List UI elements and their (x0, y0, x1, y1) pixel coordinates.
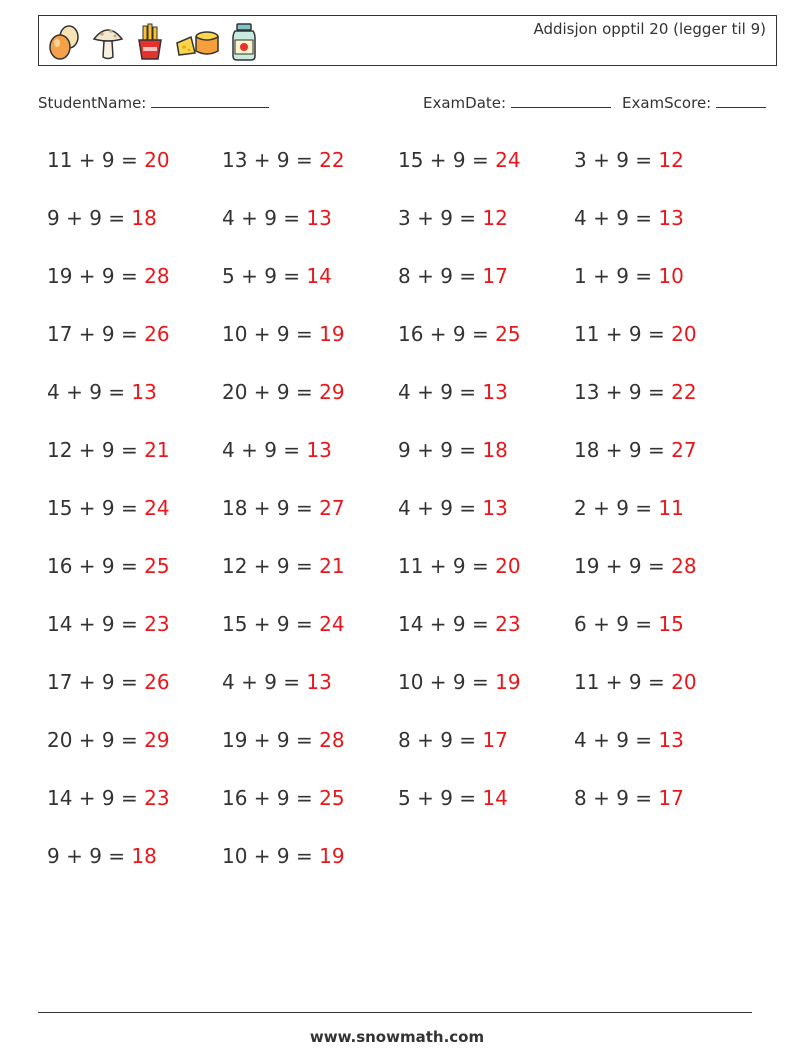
problem-item (222, 489, 345, 527)
problem-item (222, 257, 332, 295)
problem-item (47, 199, 157, 237)
problem-answer: 27 (671, 438, 697, 462)
problem-item (398, 663, 521, 701)
problem-item (222, 779, 345, 817)
problem-question: 11 + 9 = (47, 148, 145, 172)
problem-item (574, 315, 697, 353)
problem-answer: 13 (482, 496, 508, 520)
problem-item (222, 547, 345, 585)
problem-question: 4 + 9 = (574, 728, 659, 752)
problem-question: 13 + 9 = (222, 148, 320, 172)
problem-question: 16 + 9 = (398, 322, 496, 346)
problem-item (398, 257, 508, 295)
problem-answer: 24 (144, 496, 170, 520)
footer-url: www.snowmath.com (309, 1028, 485, 1046)
problem-question: 14 + 9 = (47, 786, 145, 810)
problem-answer: 25 (144, 554, 170, 578)
exam-date-line (511, 93, 611, 108)
problem-answer: 22 (319, 148, 345, 172)
problem-item (222, 721, 345, 759)
problem-item (47, 431, 170, 469)
problem-answer: 20 (671, 322, 697, 346)
problem-item (398, 141, 521, 179)
problem-answer: 26 (144, 670, 170, 694)
footer-divider (38, 1012, 752, 1013)
problem-question: 8 + 9 = (574, 786, 659, 810)
problem-question: 4 + 9 = (47, 380, 132, 404)
jam-jar-icon (229, 22, 259, 62)
problem-answer: 17 (482, 264, 508, 288)
problem-item (574, 141, 684, 179)
problem-item (398, 489, 508, 527)
problem-question: 18 + 9 = (222, 496, 320, 520)
problem-question: 10 + 9 = (222, 844, 320, 868)
exam-date-field (423, 93, 611, 112)
problem-item (398, 431, 508, 469)
problem-answer: 24 (319, 612, 345, 636)
problem-item (222, 605, 345, 643)
fries-icon (133, 23, 167, 61)
problem-question: 11 + 9 = (398, 554, 496, 578)
problem-answer: 10 (658, 264, 684, 288)
problem-item (222, 431, 332, 469)
problem-item (47, 663, 170, 701)
problem-answer: 19 (319, 844, 345, 868)
problem-item (398, 373, 508, 411)
problem-question: 5 + 9 = (222, 264, 307, 288)
problem-answer: 13 (658, 728, 684, 752)
problem-answer: 20 (495, 554, 521, 578)
problem-question: 4 + 9 = (222, 438, 307, 462)
problem-question: 20 + 9 = (222, 380, 320, 404)
problem-question: 15 + 9 = (222, 612, 320, 636)
problem-item (398, 547, 521, 585)
problem-question: 9 + 9 = (398, 438, 483, 462)
problem-question: 1 + 9 = (574, 264, 659, 288)
problem-item (222, 663, 332, 701)
problem-item (47, 141, 170, 179)
problem-answer: 23 (144, 786, 170, 810)
problem-question: 11 + 9 = (574, 322, 672, 346)
problem-question: 17 + 9 = (47, 670, 145, 694)
problem-answer: 21 (144, 438, 170, 462)
problem-question: 12 + 9 = (47, 438, 145, 462)
problem-answer: 13 (658, 206, 684, 230)
problem-item (222, 837, 345, 875)
problem-question: 3 + 9 = (574, 148, 659, 172)
problem-question: 8 + 9 = (398, 264, 483, 288)
problem-item (47, 547, 170, 585)
problem-question: 4 + 9 = (398, 496, 483, 520)
student-name-line (151, 93, 269, 108)
problem-answer: 14 (306, 264, 332, 288)
problem-question: 2 + 9 = (574, 496, 659, 520)
problem-question: 9 + 9 = (47, 206, 132, 230)
mushroom-icon (91, 23, 125, 61)
student-name-label: StudentName: (38, 94, 147, 112)
problem-item (47, 721, 170, 759)
problem-answer: 23 (144, 612, 170, 636)
problem-answer: 28 (671, 554, 697, 578)
problem-question: 16 + 9 = (47, 554, 145, 578)
problem-question: 4 + 9 = (222, 670, 307, 694)
problem-answer: 21 (319, 554, 345, 578)
problem-answer: 28 (319, 728, 345, 752)
problem-answer: 23 (495, 612, 521, 636)
problem-question: 11 + 9 = (574, 670, 672, 694)
problem-item (574, 199, 684, 237)
problem-answer: 12 (482, 206, 508, 230)
problem-item (574, 431, 697, 469)
problem-question: 8 + 9 = (398, 728, 483, 752)
problem-answer: 11 (658, 496, 684, 520)
problem-question: 15 + 9 = (398, 148, 496, 172)
problem-answer: 26 (144, 322, 170, 346)
problem-answer: 13 (306, 438, 332, 462)
problem-item (574, 547, 697, 585)
problem-question: 14 + 9 = (398, 612, 496, 636)
problem-question: 19 + 9 = (47, 264, 145, 288)
problem-answer: 25 (319, 786, 345, 810)
problem-question: 17 + 9 = (47, 322, 145, 346)
problem-answer: 19 (319, 322, 345, 346)
problem-item (47, 257, 170, 295)
problem-answer: 22 (671, 380, 697, 404)
problem-answer: 17 (482, 728, 508, 752)
problem-item (222, 141, 345, 179)
problem-answer: 20 (671, 670, 697, 694)
header-box (38, 15, 777, 66)
problem-item (574, 605, 684, 643)
problem-question: 13 + 9 = (574, 380, 672, 404)
problem-answer: 18 (131, 844, 157, 868)
problem-answer: 18 (131, 206, 157, 230)
problem-item (222, 199, 332, 237)
problem-item (47, 373, 157, 411)
problem-question: 4 + 9 = (574, 206, 659, 230)
problem-answer: 12 (658, 148, 684, 172)
problem-item (398, 721, 508, 759)
problem-question: 16 + 9 = (222, 786, 320, 810)
problem-answer: 18 (482, 438, 508, 462)
problem-item (47, 837, 157, 875)
problem-item (398, 605, 521, 643)
problem-question: 19 + 9 = (574, 554, 672, 578)
problem-question: 4 + 9 = (222, 206, 307, 230)
problem-item (47, 779, 170, 817)
problem-question: 4 + 9 = (398, 380, 483, 404)
problem-question: 18 + 9 = (574, 438, 672, 462)
problem-answer: 29 (319, 380, 345, 404)
exam-score-field (622, 93, 766, 112)
problem-question: 6 + 9 = (574, 612, 659, 636)
problem-answer: 17 (658, 786, 684, 810)
problem-item (47, 605, 170, 643)
problem-answer: 25 (495, 322, 521, 346)
student-name-field (38, 93, 269, 112)
problem-item (398, 315, 521, 353)
problem-question: 5 + 9 = (398, 786, 483, 810)
problem-question: 10 + 9 = (222, 322, 320, 346)
problem-item (398, 199, 508, 237)
problem-item (47, 489, 170, 527)
egg-icon (47, 23, 83, 61)
problem-item (574, 489, 684, 527)
problem-question: 15 + 9 = (47, 496, 145, 520)
problem-answer: 13 (131, 380, 157, 404)
problem-answer: 28 (144, 264, 170, 288)
problem-question: 12 + 9 = (222, 554, 320, 578)
problem-answer: 15 (658, 612, 684, 636)
problem-item (222, 373, 345, 411)
problem-answer: 13 (306, 206, 332, 230)
problem-answer: 27 (319, 496, 345, 520)
problem-question: 19 + 9 = (222, 728, 320, 752)
exam-score-label: ExamScore: (622, 94, 712, 112)
worksheet-title: Addisjon opptil 20 (legger til 9) (533, 20, 766, 38)
cheese-icon (175, 23, 221, 61)
problem-answer: 29 (144, 728, 170, 752)
problem-answer: 20 (144, 148, 170, 172)
problem-item (574, 373, 697, 411)
problem-item (574, 257, 684, 295)
problem-item (398, 779, 508, 817)
problem-question: 10 + 9 = (398, 670, 496, 694)
problem-answer: 13 (482, 380, 508, 404)
problem-answer: 19 (495, 670, 521, 694)
problem-item (574, 663, 697, 701)
problem-item (574, 721, 684, 759)
problem-answer: 14 (482, 786, 508, 810)
exam-date-label: ExamDate: (423, 94, 507, 112)
icon-row (47, 22, 259, 62)
problem-question: 14 + 9 = (47, 612, 145, 636)
problem-question: 3 + 9 = (398, 206, 483, 230)
problem-item (47, 315, 170, 353)
exam-score-line (716, 93, 766, 108)
problem-item (574, 779, 684, 817)
problem-question: 20 + 9 = (47, 728, 145, 752)
problem-item (222, 315, 345, 353)
problem-answer: 13 (306, 670, 332, 694)
problem-answer: 24 (495, 148, 521, 172)
problem-question: 9 + 9 = (47, 844, 132, 868)
